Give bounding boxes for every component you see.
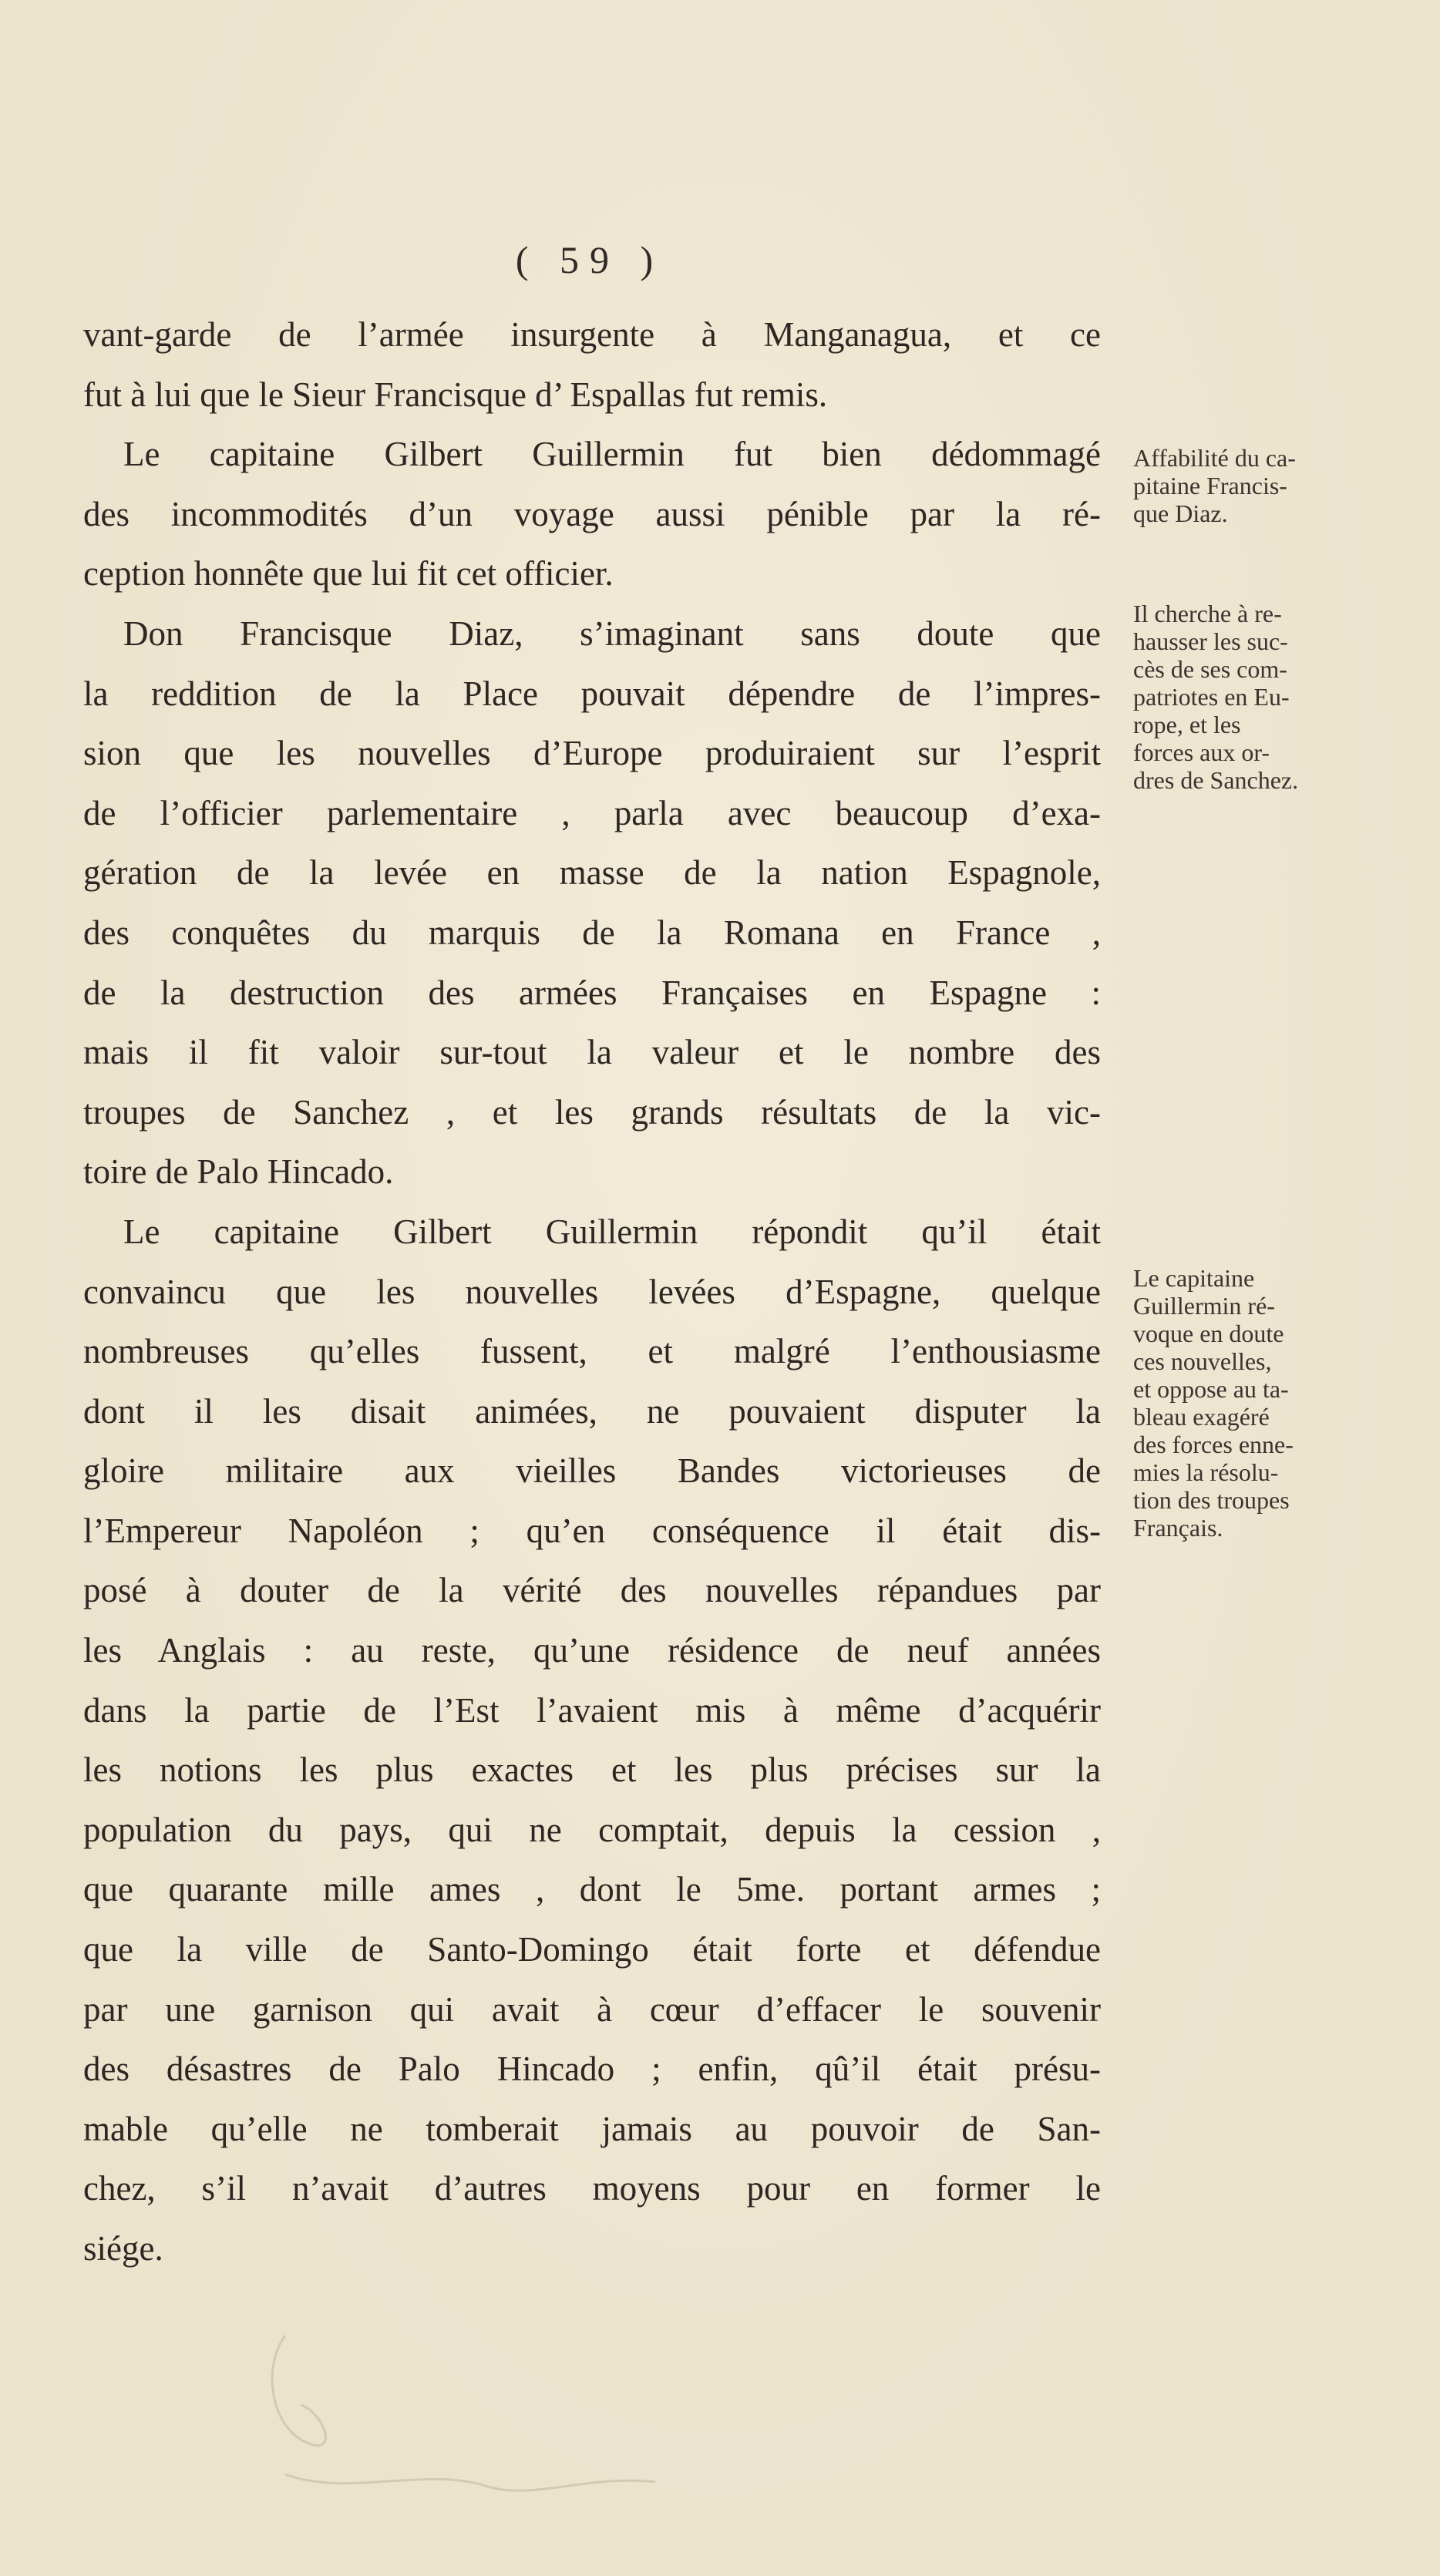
margin-note-line: Il cherche à re- — [1133, 600, 1282, 627]
text-line: ception honnête que lui fit cet officier. — [83, 554, 614, 594]
margin-note-line: dres de Sanchez. — [1133, 766, 1299, 794]
text-line: Don Francisque Diaz, s’imaginant sans doute que — [123, 614, 1101, 653]
margin-note-rehausser — [1133, 600, 1388, 794]
margin-note-line: tion des troupes — [1133, 1486, 1290, 1514]
margin-note-line: hausser les suc- — [1133, 627, 1288, 655]
margin-note-line: des forces enne- — [1133, 1431, 1294, 1458]
margin-note-line: rope, et les — [1133, 711, 1241, 738]
text-line: gloire militaire aux vieilles Bandes victorieuses de — [83, 1451, 1101, 1491]
text-line: Le capitaine Gilbert Guillermin fut bien dédommagé — [123, 435, 1101, 474]
text-line: toire de Palo Hincado. — [83, 1152, 394, 1192]
text-line: de la destruction des armées Françaises en Espagne : — [83, 973, 1101, 1012]
text-line: sion que les nouvelles d’Europe produiraient sur l’esprit — [83, 734, 1101, 773]
text-line: par une garnison qui avait à cœur d’effacer le souvenir — [83, 1989, 1101, 2029]
text-line: posé à douter de la vérité des nouvelles répandues par — [83, 1571, 1101, 1610]
text-line: Le capitaine Gilbert Guillermin répondit qu’il était — [123, 1212, 1101, 1251]
pencil-stroke — [272, 2336, 325, 2446]
text-line: de l’officier parlementaire , parla avec beaucoup d’exa- — [83, 793, 1101, 832]
text-line: des incommodités d’un voyage aussi pénible par la ré- — [83, 494, 1101, 533]
text-line: population du pays, qui ne comptait, depuis la cession , — [83, 1810, 1101, 1849]
margin-note-line: que Diaz. — [1133, 499, 1228, 527]
margin-note-line: forces aux or- — [1133, 738, 1270, 766]
margin-note-line: Guillermin ré- — [1133, 1292, 1275, 1320]
text-line: vant-garde de l’armée insurgente à Manganagua, et ce — [83, 315, 1101, 354]
text-line: nombreuses qu’elles fussent, et malgré l’enthousiasme — [83, 1332, 1101, 1371]
margin-note-line: Le capitaine — [1133, 1264, 1255, 1292]
margin-note-line: ces nouvelles, — [1133, 1347, 1272, 1375]
margin-note-line: et oppose au ta- — [1133, 1375, 1289, 1403]
text-line: siége. — [83, 2229, 163, 2268]
margin-note-line: bleau exagéré — [1133, 1403, 1270, 1431]
body-text — [83, 305, 1101, 2279]
text-line: que la ville de Santo-Domingo était forte et défendue — [83, 1930, 1101, 1969]
text-line: des conquêtes du marquis de la Romana en France , — [83, 913, 1101, 952]
margin-note-line: pitaine Francis- — [1133, 472, 1287, 499]
text-line: l’Empereur Napoléon ; qu’en conséquence il était dis- — [83, 1511, 1101, 1550]
text-line: mais il fit valoir sur-tout la valeur et le nombre des — [83, 1033, 1101, 1072]
text-line: troupes de Sanchez , et les grands résultats de la vic- — [83, 1092, 1101, 1132]
margin-note-line: voque en doute — [1133, 1320, 1284, 1347]
text-line: les notions les plus exactes et les plus précises sur la — [83, 1750, 1101, 1790]
page-number: ( 59 ) — [515, 238, 664, 281]
text-line: convaincu que les nouvelles levées d’Espagne, quelque — [83, 1272, 1101, 1311]
text-line: des désastres de Palo Hincado ; enfin, qû’il était présu- — [83, 2050, 1101, 2089]
text-line: la reddition de la Place pouvait dépendre de l’impres- — [83, 674, 1101, 713]
pencil-scribble — [254, 2320, 686, 2513]
text-line: mable qu’elle ne tomberait jamais au pouvoir de San- — [83, 2109, 1101, 2148]
text-line: fut à lui que le Sieur Francisque d’ Espallas fut remis. — [83, 375, 828, 414]
margin-note-line: patriotes en Eu- — [1133, 683, 1290, 711]
text-line: gération de la levée en masse de la nation Espagnole, — [83, 853, 1101, 893]
text-line: les Anglais : au reste, qu’une résidence de neuf années — [83, 1631, 1101, 1670]
margin-note-line: Français. — [1133, 1514, 1223, 1542]
margin-note-line: Affabilité du ca- — [1133, 444, 1296, 472]
margin-note-line: cès de ses com- — [1133, 655, 1287, 683]
text-line: chez, s’il n’avait d’autres moyens pour en former le — [83, 2169, 1101, 2208]
margin-note-line: mies la résolu- — [1133, 1458, 1279, 1486]
pencil-stroke — [285, 2474, 655, 2490]
margin-note-guillermin — [1133, 1264, 1388, 1542]
text-line: dans la partie de l’Est l’avaient mis à même d’acquérir — [83, 1690, 1101, 1730]
margin-note-affabilite — [1133, 444, 1388, 527]
text-line: que quarante mille ames , dont le 5me. portant armes ; — [83, 1870, 1101, 1909]
text-line: dont il les disait animées, ne pouvaient disputer la — [83, 1391, 1101, 1431]
